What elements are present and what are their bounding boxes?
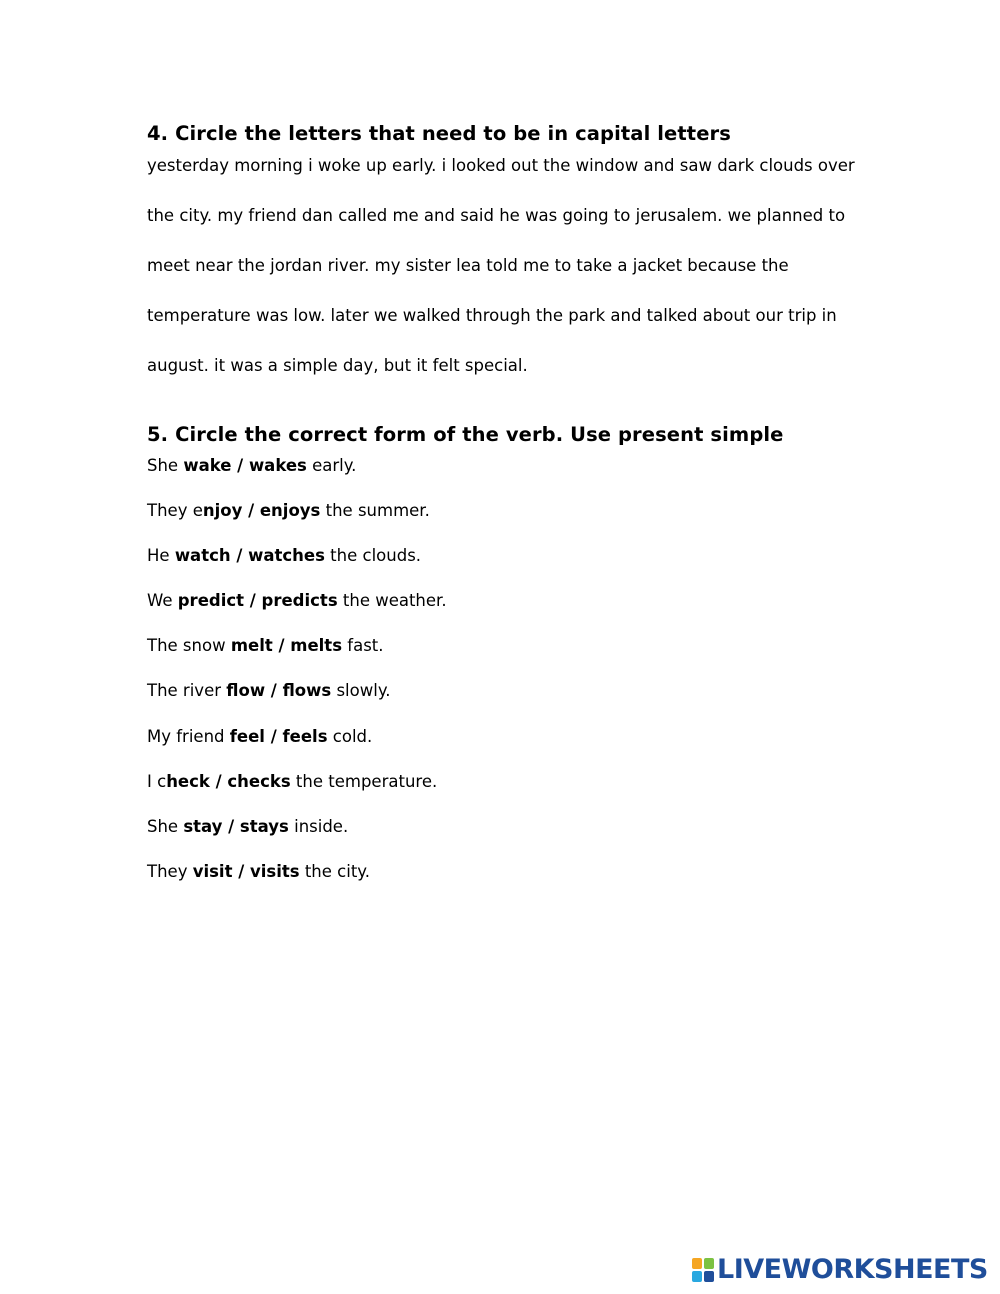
sentence-text: The river (147, 681, 227, 700)
paragraph-line: meet near the jordan river. my sister lea told me to take a jacket because the (147, 256, 789, 275)
verb-sentence (147, 861, 370, 883)
verb-choice[interactable]: feel / feels (229, 727, 328, 746)
verb-choice[interactable]: wake / wakes (183, 456, 307, 475)
paragraph-line: the city. my friend dan called me and said he was going to jerusalem. we planned to (147, 206, 846, 225)
verb-choice[interactable]: flow / flows (226, 681, 332, 700)
verb-sentence (147, 816, 348, 838)
section-4-heading: 4. Circle the letters that need to be in capital letters (147, 122, 731, 145)
logo-square (692, 1271, 702, 1282)
sentence-text: the city. (299, 862, 370, 881)
sentence-text: They e (147, 501, 203, 520)
sentence-text: He (147, 546, 175, 565)
verb-choice[interactable]: melt / melts (230, 636, 343, 655)
sentence-text: She (147, 817, 184, 836)
liveworksheets-logo (692, 1255, 988, 1285)
verb-sentence (147, 500, 430, 522)
sentence-text: She (147, 456, 184, 475)
sentence-text: The snow (147, 636, 231, 655)
verb-sentence (147, 680, 390, 702)
verb-sentence (147, 590, 447, 612)
sentence-text: fast. (342, 636, 384, 655)
paragraph-line: temperature was low. later we walked through the park and talked about our trip in (147, 306, 837, 325)
logo-text: LIVEWORKSHEETS (717, 1254, 988, 1285)
verb-sentence (147, 635, 384, 657)
sentence-text: slowly. (331, 681, 391, 700)
sentence-text: early. (306, 456, 357, 475)
sentence-text: the weather. (337, 591, 447, 610)
sentence-text: the summer. (320, 501, 430, 520)
verb-choice[interactable]: stay / stays (183, 817, 289, 836)
verb-choice[interactable]: watch / watches (174, 546, 325, 565)
logo-square (704, 1258, 714, 1269)
logo-square (692, 1258, 702, 1269)
verb-sentence (147, 455, 356, 477)
sentence-text: We (147, 591, 178, 610)
verb-sentence (147, 771, 437, 793)
verb-choice[interactable]: njoy / enjoys (202, 501, 321, 520)
verb-sentence (147, 545, 421, 567)
verb-choice[interactable]: predict / predicts (177, 591, 338, 610)
sentence-text: the clouds. (324, 546, 422, 565)
sentence-text: I c (147, 772, 167, 791)
sentence-text: cold. (327, 727, 373, 746)
sentence-text: They (147, 862, 193, 881)
logo-mark-icon (692, 1258, 714, 1282)
verb-choice[interactable]: visit / visits (192, 862, 300, 881)
sentence-text: the temperature. (290, 772, 438, 791)
sentence-text: My friend (147, 727, 230, 746)
paragraph-line: yesterday morning i woke up early. i looked out the window and saw dark clouds over (147, 156, 855, 175)
verb-choice[interactable]: heck / checks (166, 772, 291, 791)
paragraph-line: august. it was a simple day, but it felt special. (147, 356, 528, 375)
logo-square (704, 1271, 714, 1282)
verb-sentence (147, 726, 372, 748)
sentence-text: inside. (288, 817, 349, 836)
section-5-heading: 5. Circle the correct form of the verb. Use present simple (147, 423, 784, 446)
